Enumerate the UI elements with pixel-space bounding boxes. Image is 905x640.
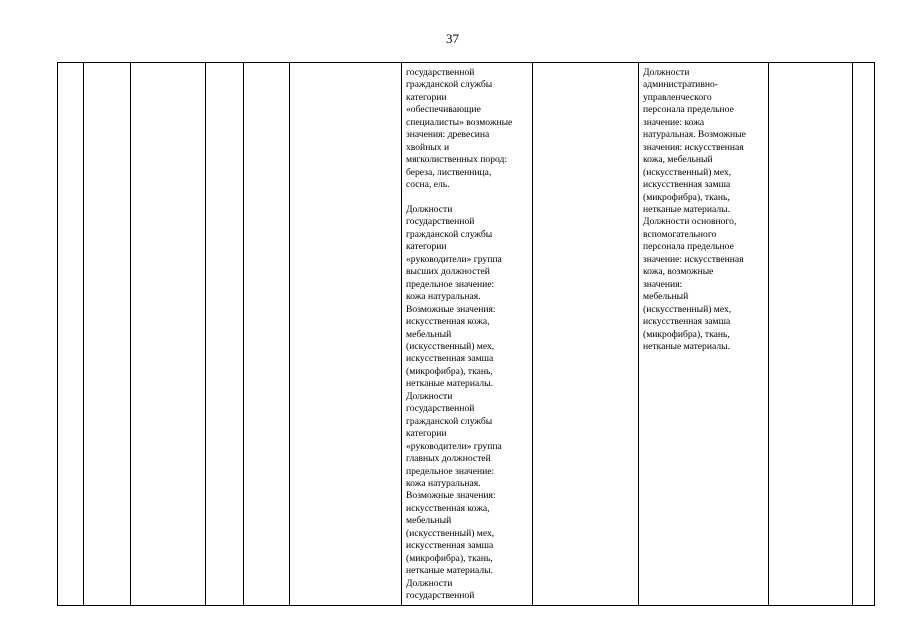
document-table [57, 62, 875, 606]
table-cell-government-positions-text [402, 63, 533, 606]
administrative-staff-text: Должности административно- управленческого персонала предельное значение: кожа натуральная. Возможные значения: искусственная кожа, мебельный (искусственный) мех, искусственная замша (микрофибра), ткань, нетканые материалы. Должности основного, вспомогательного персонала предельное значение: искусственная кожа, возможные значения: мебельный (искусственный) мех, искусственная замша (микрофибра), ткань, нетканые материалы. [643, 67, 746, 352]
table-row [58, 63, 875, 606]
table-cell-col-4 [206, 63, 244, 606]
table-cell-col-10 [769, 63, 853, 606]
table-cell-col-8 [533, 63, 639, 606]
table-cell-col-3 [131, 63, 206, 606]
table-cell-col-2 [84, 63, 131, 606]
table-cell-col-1 [58, 63, 84, 606]
page-number: 37 [446, 31, 459, 46]
table-cell-administrative-staff-text [639, 63, 769, 606]
government-positions-text: государственной гражданской службы категории «обеспечивающие специалисты» возможные значения: древесина хвойных и мягколиственных пород: береза, лиственница, сосна, ель. Должности государственной гражданской службы категории «руководители» группа высших должностей предельное значение: кожа натуральная. Возможные значения: искусственная кожа, мебельный (искусственный) мех, искусственная замша (микрофибра), ткань, нетканые материалы. Должности государственной гражданской службы категории «руководители» группа главных должностей предельное значение: кожа натуральная. Возможные значения: искусственная кожа, мебельный (искусственный) мех, искусственная замша (микрофибра), ткань, нетканые материалы. Должности государственной [406, 67, 513, 602]
table-cell-col-11 [853, 63, 875, 606]
table-cell-col-6 [290, 63, 402, 606]
table-cell-col-5 [244, 63, 290, 606]
